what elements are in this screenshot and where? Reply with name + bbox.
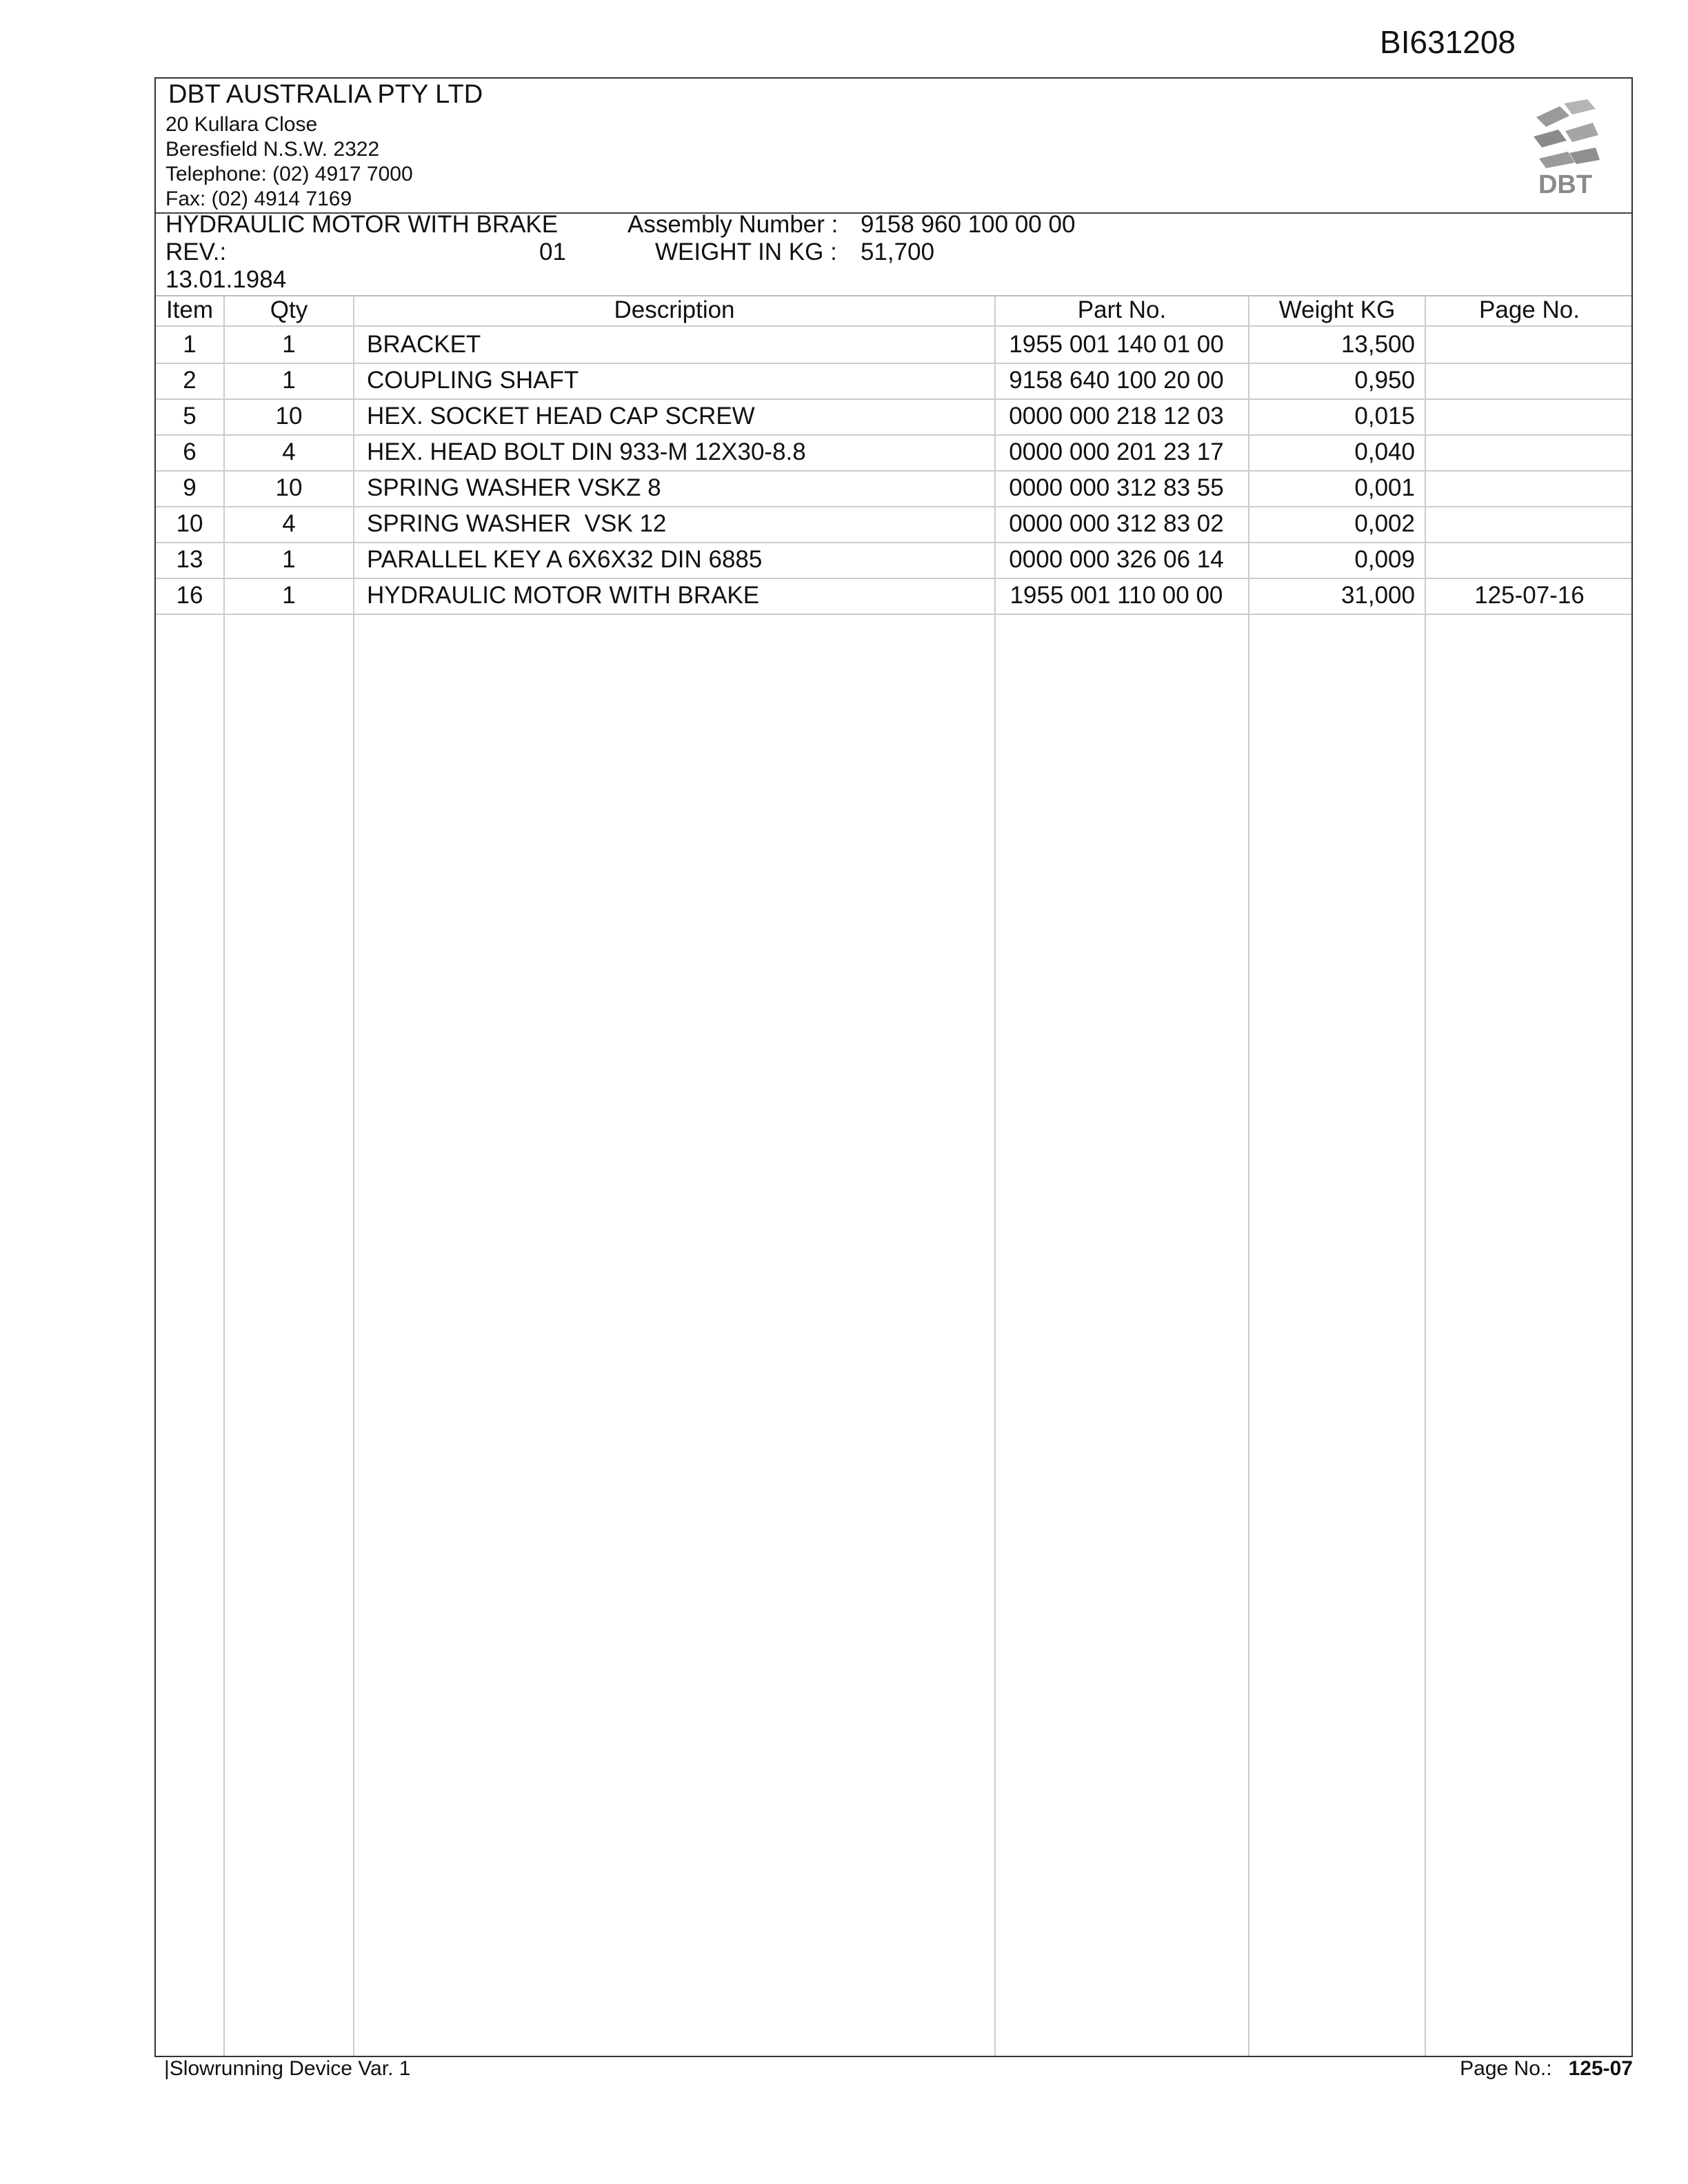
cell-item: 16 xyxy=(176,582,203,609)
table-row xyxy=(156,470,1631,507)
table-row xyxy=(156,434,1631,472)
cell-description: SPRING WASHER VSKZ 8 xyxy=(367,474,661,501)
cell-item: 1 xyxy=(183,331,197,358)
cell-qty: 4 xyxy=(282,438,296,465)
table-row xyxy=(156,542,1631,579)
company-address-line2: Beresfield N.S.W. 2322 xyxy=(165,138,380,161)
cell-weight: 0,001 xyxy=(1354,474,1415,501)
cell-weight: 0,009 xyxy=(1354,546,1415,573)
footer-section-name: |Slowrunning Device Var. 1 xyxy=(164,2057,411,2080)
header-weight: Weight KG xyxy=(1278,296,1396,323)
dbt-logo xyxy=(1527,97,1604,200)
parts-table xyxy=(156,295,1631,2056)
logo-text: DBT xyxy=(1538,170,1593,199)
header-page-no: Page No. xyxy=(1479,296,1580,323)
assembly-number-label: Assembly Number : xyxy=(627,211,838,238)
cell-part-no: 1955 001 140 01 00 xyxy=(1009,331,1224,358)
header-description: Description xyxy=(614,296,735,323)
cell-page-no xyxy=(1426,434,1633,469)
table-row xyxy=(156,398,1631,436)
cell-weight: 0,002 xyxy=(1354,510,1415,537)
weight-label: WEIGHT IN KG : xyxy=(655,239,837,265)
cell-page-no xyxy=(1426,470,1633,505)
cell-item: 6 xyxy=(183,438,197,465)
company-fax: Fax: (02) 4914 7169 xyxy=(165,188,352,210)
table-row xyxy=(156,363,1631,400)
company-address-line1: 20 Kullara Close xyxy=(165,113,318,136)
cell-item: 5 xyxy=(183,403,197,429)
cell-part-no: 0000 000 326 06 14 xyxy=(1009,546,1224,573)
cell-item: 10 xyxy=(176,510,203,537)
cell-description: BRACKET xyxy=(367,331,481,358)
company-telephone: Telephone: (02) 4917 7000 xyxy=(165,163,413,185)
assembly-date: 13.01.1984 xyxy=(165,266,287,293)
cell-weight: 31,000 xyxy=(1340,582,1415,609)
cell-description: HEX. HEAD BOLT DIN 933-M 12X30-8.8 xyxy=(367,438,806,465)
footer-page-number xyxy=(1460,2057,1633,2081)
cell-item: 9 xyxy=(183,474,197,501)
assembly-number: 9158 960 100 00 00 xyxy=(861,211,1076,238)
assembly-title: HYDRAULIC MOTOR WITH BRAKE xyxy=(165,211,559,238)
cell-page-no xyxy=(1426,398,1633,433)
cell-item: 2 xyxy=(183,367,197,394)
cell-qty: 1 xyxy=(282,331,296,358)
cell-qty: 1 xyxy=(282,582,296,609)
cell-qty: 4 xyxy=(282,510,296,537)
cell-qty: 10 xyxy=(275,403,303,429)
cell-page-no xyxy=(1426,363,1633,397)
document-id: BI631208 xyxy=(1380,24,1516,60)
total-weight: 51,700 xyxy=(861,239,935,265)
cell-page-no: 125-07-16 xyxy=(1474,582,1585,609)
cell-weight: 0,950 xyxy=(1354,367,1415,394)
cell-part-no: 1955 001 110 00 00 xyxy=(1009,582,1223,609)
table-row xyxy=(156,578,1631,615)
header-part-no: Part No. xyxy=(1077,296,1167,323)
cell-qty: 1 xyxy=(282,546,296,573)
company-name: DBT AUSTRALIA PTY LTD xyxy=(168,80,483,109)
cell-description: SPRING WASHER VSK 12 xyxy=(367,510,667,537)
cell-page-no xyxy=(1426,542,1633,576)
cell-part-no: 0000 000 312 83 02 xyxy=(1009,510,1224,537)
header-item: Item xyxy=(165,296,214,323)
company-header xyxy=(156,79,1631,214)
cell-description: COUPLING SHAFT xyxy=(367,367,579,394)
cell-page-no xyxy=(1426,327,1633,361)
cell-part-no: 0000 000 218 12 03 xyxy=(1009,403,1224,429)
cell-part-no: 0000 000 312 83 55 xyxy=(1009,474,1224,501)
page-number-label: Page No.: xyxy=(1460,2057,1552,2080)
cell-weight: 13,500 xyxy=(1340,331,1415,358)
assembly-info xyxy=(156,212,1631,296)
table-row xyxy=(156,327,1631,364)
cell-description: HEX. SOCKET HEAD CAP SCREW xyxy=(367,403,755,429)
cell-part-no: 9158 640 100 20 00 xyxy=(1009,367,1224,394)
cell-weight: 0,015 xyxy=(1354,403,1415,429)
cell-weight: 0,040 xyxy=(1354,438,1415,465)
rev-label: REV.: xyxy=(165,239,227,265)
cell-description: HYDRAULIC MOTOR WITH BRAKE xyxy=(367,582,760,609)
cell-item: 13 xyxy=(176,546,203,573)
header-qty: Qty xyxy=(270,296,308,323)
cell-description: PARALLEL KEY A 6X6X32 DIN 6885 xyxy=(367,546,763,573)
table-row xyxy=(156,506,1631,543)
cell-page-no xyxy=(1426,506,1633,540)
cell-part-no: 0000 000 201 23 17 xyxy=(1009,438,1224,465)
rev-value: 01 xyxy=(539,239,566,265)
cell-qty: 1 xyxy=(282,367,296,394)
parts-list-frame xyxy=(154,77,1633,2057)
cell-qty: 10 xyxy=(275,474,303,501)
page-number-value: 125-07 xyxy=(1568,2057,1633,2080)
